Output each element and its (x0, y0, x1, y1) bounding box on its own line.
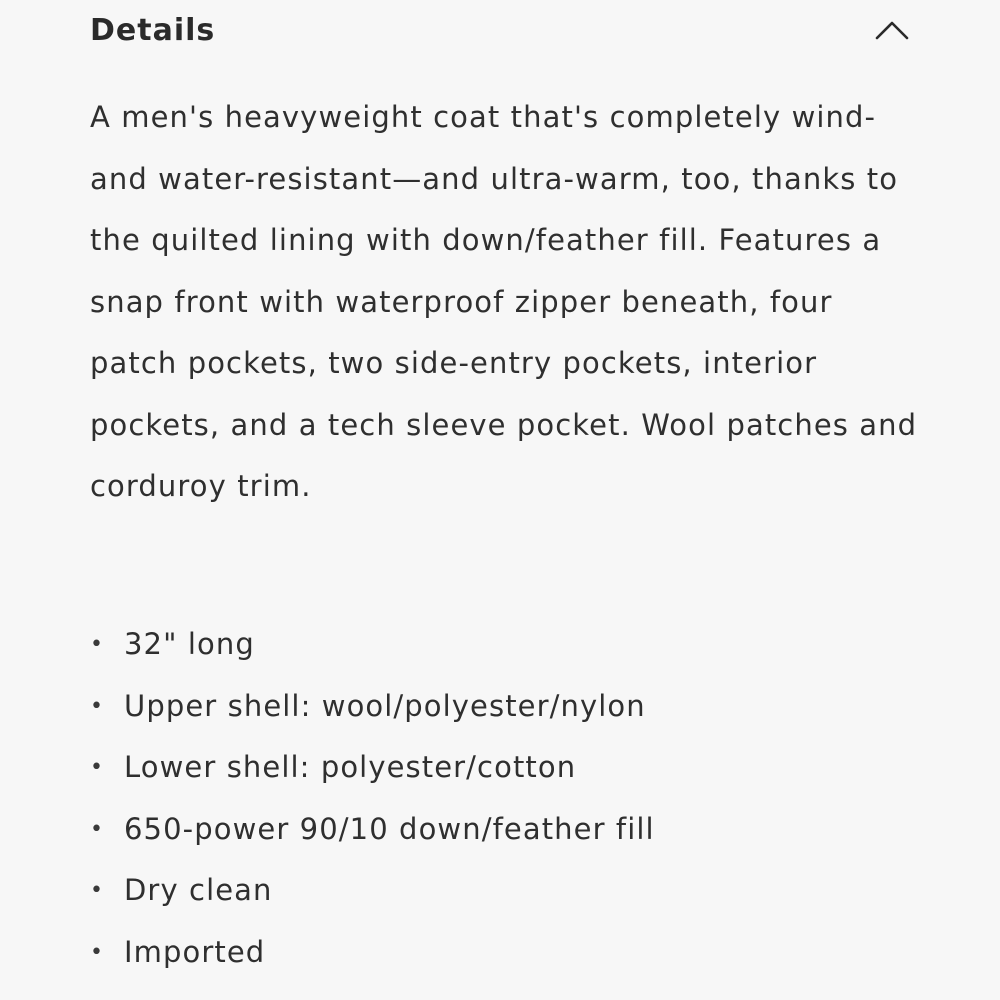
feature-text: Imported (124, 934, 266, 969)
bullet-icon: • (90, 632, 105, 657)
feature-text: 32" long (124, 627, 255, 661)
bullet-icon: • (90, 816, 105, 842)
bullet-icon: • (90, 939, 105, 965)
feature-text: Lower shell: polyester/cotton (124, 750, 577, 784)
feature-item (90, 676, 910, 738)
details-accordion-header[interactable] (90, 6, 910, 54)
feature-item (90, 737, 910, 799)
details-title: Details (90, 12, 216, 48)
feature-text: Dry clean (124, 873, 273, 907)
feature-item (90, 860, 910, 922)
bullet-icon: • (90, 878, 105, 903)
feature-item (90, 614, 910, 676)
feature-text: 650-power 90/10 down/feather fill (124, 811, 655, 846)
bullet-icon: • (90, 693, 105, 719)
feature-item (90, 922, 910, 984)
feature-text: Upper shell: wool/polyester/nylon (124, 688, 646, 723)
product-description: A men's heavyweight coat that's completely wind-and water-resistant—and ultra-warm, too, thanks to the quilted lining with down/feather fill. Features a snap front with waterproof zipper beneath, four patch pockets, two side-entry pockets, interior pockets, and a tech sleeve pocket. Wool patches and corduroy trim. (90, 100, 918, 503)
feature-item (90, 799, 910, 861)
feature-list (90, 614, 910, 983)
chevron-up-icon[interactable] (874, 18, 910, 42)
bullet-icon: • (90, 755, 105, 780)
